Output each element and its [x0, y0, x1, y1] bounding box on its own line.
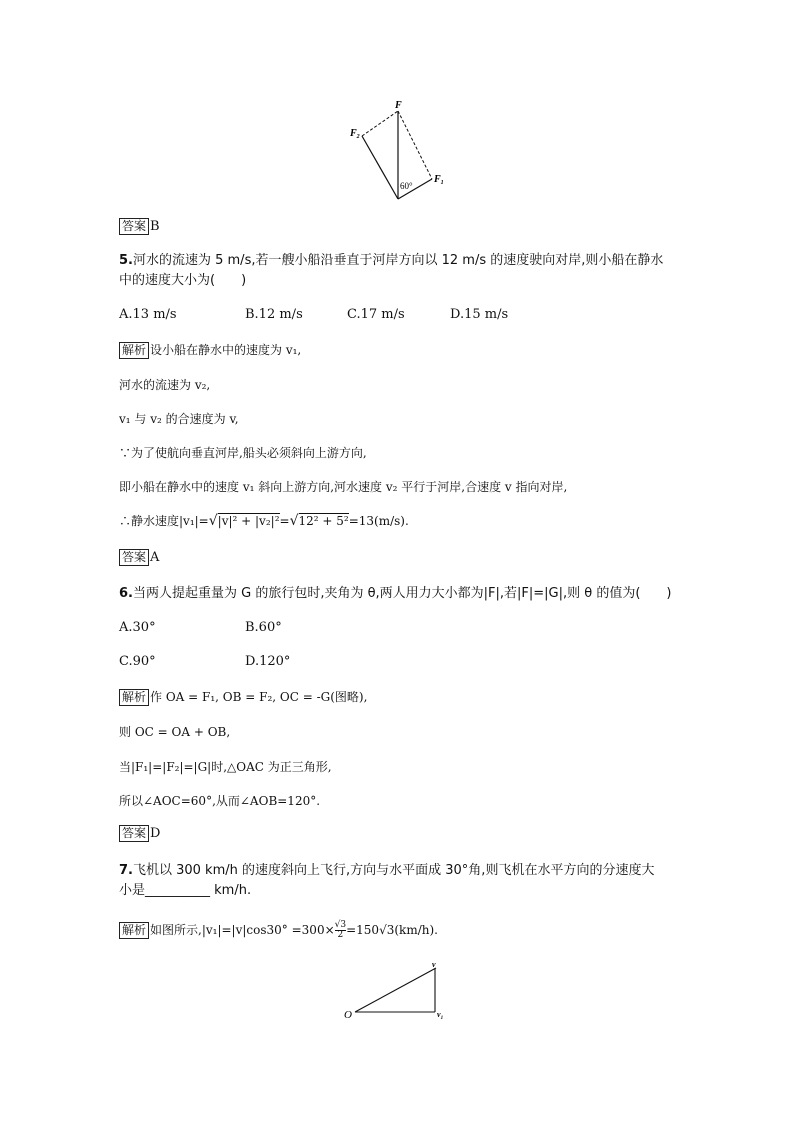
solution-5-line-4: ∵为了使航向垂直河岸,船头必须斜向上游方向, — [119, 446, 367, 460]
label-F1: $F_1$ — [434, 174, 444, 186]
answer-tag: 答案 — [119, 825, 149, 842]
question-5-line-2: 中的速度大小为( ) — [119, 273, 247, 288]
dashed-F-F1 — [398, 111, 432, 179]
answer-6: 答案 D — [119, 825, 160, 843]
label-F: F — [395, 100, 402, 111]
solution-5-line-3: v₁ 与 v₂ 的合速度为 v, — [119, 412, 239, 426]
vector-v — [355, 968, 436, 1012]
solution-6-line-2: 则 OC = OA + OB, — [119, 725, 231, 739]
solution-tag: 解析 — [119, 922, 149, 939]
vector-F2 — [362, 136, 398, 199]
option-6D: D.120° — [245, 654, 291, 669]
question-7-line-1: 7.飞机以 300 km/h 的速度斜向上飞行,方向与水平面成 30°角,则飞机在水平方向的分速度大 — [119, 863, 655, 878]
solution-6-line-3: 当|F₁|=|F₂|=|G|时,△OAC 为正三角形, — [119, 760, 332, 774]
option-6A: A.30° — [119, 620, 156, 635]
velocity-diagram — [338, 958, 458, 1028]
question-6-line-1: 6.当两人提起重量为 G 的旅行包时,夹角为 θ,两人用力大小都为|F|,若|F|=|G|,则 θ 的值为( ) — [119, 586, 672, 601]
answer-5: 答案 A — [119, 549, 159, 567]
solution-tag: 解析 — [119, 342, 149, 359]
option-6C: C.90° — [119, 654, 156, 669]
solution-7-line-1: 解析 如图所示,|v₁|=|v|cos30° =300× $\frac{√3}{2}$ =150√3(km/h). — [119, 921, 438, 940]
solution-tag: 解析 — [119, 689, 149, 706]
option-5A: A.13 m/s — [119, 307, 177, 322]
label-v: v — [432, 960, 436, 969]
option-5D: D.15 m/s — [450, 307, 509, 322]
label-angle: 60° — [400, 181, 413, 191]
dashed-F2-F — [362, 111, 398, 136]
solution-6-line-1: 解析 作 OA = F₁, OB = F₂, OC = -G(图略), — [119, 688, 367, 706]
option-6B: B.60° — [245, 620, 282, 635]
option-5C: C.17 m/s — [347, 307, 405, 322]
label-v1: $v_1$ — [437, 1010, 444, 1021]
question-5-line-1: 5.河水的流速为 5 m/s,若一艘小船沿垂直于河岸方向以 12 m/s 的速度驶向对岸,则小船在静水 — [119, 253, 664, 268]
solution-6-line-4: 所以∠AOC=60°,从而∠AOB=120°. — [119, 794, 321, 808]
question-7-line-2: 小是__________ km/h. — [119, 883, 252, 898]
answer-tag: 答案 — [119, 549, 149, 566]
solution-5-line-2: 河水的流速为 v₂, — [119, 378, 211, 392]
solution-5-line-5: 即小船在静水中的速度 v₁ 斜向上游方向,河水速度 v₂ 平行于河岸,合速度 v 指向对岸, — [119, 480, 568, 494]
force-diagram — [340, 95, 460, 207]
solution-5-line-6: ∴静水速度|v₁|=√|v|² + |v₂|²=√12² + 5²=13(m/s). — [119, 513, 409, 529]
solution-5-line-1: 解析 设小船在静水中的速度为 v₁, — [119, 341, 301, 359]
label-F2: $F_2$ — [350, 128, 360, 140]
option-5B: B.12 m/s — [245, 307, 303, 322]
label-O: O — [344, 1009, 352, 1021]
answer-4: 答案 B — [119, 218, 160, 236]
answer-tag: 答案 — [119, 218, 149, 235]
